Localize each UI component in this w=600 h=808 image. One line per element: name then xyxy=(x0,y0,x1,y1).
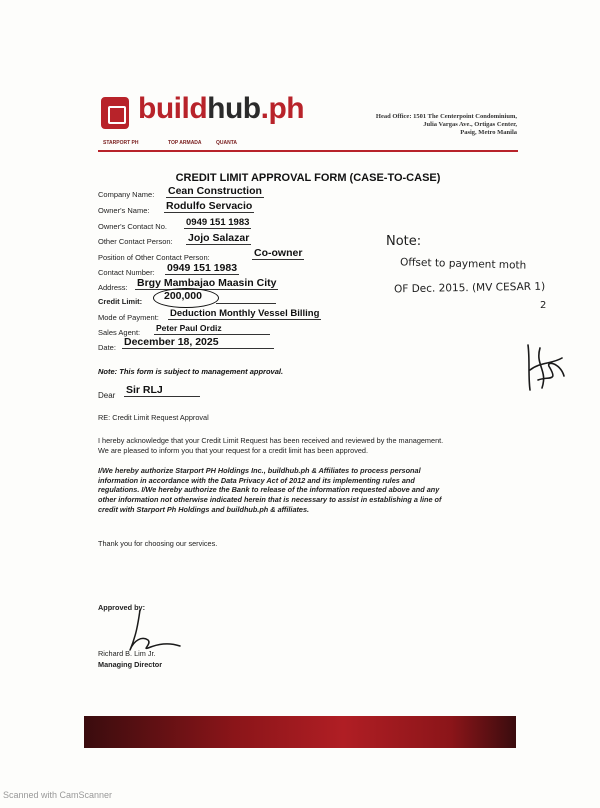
sales-agent-label: Sales Agent: xyxy=(98,328,141,337)
handwritten-initials-signature xyxy=(520,340,570,395)
owner-contact-label: Owner's Contact No. xyxy=(98,222,167,231)
thank-you-line: Thank you for choosing our services. xyxy=(98,539,218,548)
approval-note: Note: This form is subject to management approval. xyxy=(98,367,284,376)
quanta-logo: QUANTA xyxy=(216,140,238,146)
dear-value: Sir RLJ xyxy=(124,385,200,397)
form-title: CREDIT LIMIT APPROVAL FORM (CASE-TO-CASE) xyxy=(175,172,441,184)
ack-line-2: We are pleased to inform you that your request for a credit limit has been approved. xyxy=(98,446,368,455)
company-name-value: Cean Construction xyxy=(168,185,262,197)
footer-decorative-band xyxy=(84,716,516,748)
handwritten-note-heading: Note: xyxy=(386,234,422,249)
mode-of-payment-value: Deduction Monthly Vessel Billing xyxy=(170,308,320,319)
address-label: Address: xyxy=(98,283,128,292)
approver-signature xyxy=(118,606,188,654)
signer-name: Richard B. Lim Jr. xyxy=(98,649,156,658)
starport-logo: STARPORT PH xyxy=(103,140,139,146)
head-office-address: Head Office: 1501 The Centerpoint Condominium, Julia Vargas Ave., Ortigas Center, Pasig, Metro Manila xyxy=(375,113,517,136)
address-value: Brgy Mambajao Maasin City xyxy=(137,277,277,289)
ack-line-1: I hereby acknowledge that your Credit Limit Request has been received and reviewed by the management. xyxy=(98,436,444,445)
contact-number-value: 0949 151 1983 xyxy=(167,262,238,274)
privacy-consent: I/We hereby authorize Starport PH Holdings Inc., buildhub.ph & Affiliates to process personal information in accordance with the Data Privacy Act of 2012 and its implementing rules and regulations. I/We hereby authorize the Bank to release of the information requested above and any other information not otherwise indicated herein that is necessary to assist in establishing a line of credit with Starport Ph Holdings and buildhub.ph & affiliates. xyxy=(98,466,442,514)
credit-limit-value: 200,000 xyxy=(164,290,202,302)
handwritten-note-line-2: OF Dec. 2015. (MV CESAR 1) xyxy=(393,280,546,296)
other-contact-label: Other Contact Person: xyxy=(98,237,173,246)
owner-contact-value: 0949 151 1983 xyxy=(186,217,250,228)
camscanner-watermark: Scanned with CamScanner xyxy=(3,790,113,800)
buildhub-logo: buildhub.ph xyxy=(138,92,305,125)
other-position-label: Position of Other Contact Person: xyxy=(98,253,210,262)
approved-by-label: Approved by: xyxy=(98,603,146,612)
header-divider xyxy=(98,150,518,152)
mode-of-payment-label: Mode of Payment: xyxy=(98,313,159,322)
owner-name-value: Rodulfo Servacio xyxy=(166,200,253,212)
signer-title: Managing Director xyxy=(98,660,163,669)
date-label: Date: xyxy=(98,343,116,352)
buildhub-logo-icon xyxy=(101,97,129,129)
other-contact-value: Jojo Salazar xyxy=(188,232,250,244)
date-value: December 18, 2025 xyxy=(122,337,274,349)
handwritten-note-sub: 2 xyxy=(540,300,547,311)
owner-name-label: Owner's Name: xyxy=(98,206,150,215)
handwritten-note-line-1: Offset to payment moth xyxy=(399,256,527,272)
dear-label: Dear xyxy=(98,391,116,400)
top-armada-logo: TOP ARMADA xyxy=(168,140,202,146)
company-name-label: Company Name: xyxy=(98,190,155,199)
contact-number-label: Contact Number: xyxy=(98,268,155,277)
credit-limit-label: Credit Limit: xyxy=(98,297,143,306)
credit-limit-line xyxy=(216,303,276,304)
sales-agent-value: Peter Paul Ordiz xyxy=(154,323,270,335)
re-line: RE: Credit Limit Request Approval xyxy=(98,413,209,422)
other-position-value: Co-owner xyxy=(254,247,303,259)
